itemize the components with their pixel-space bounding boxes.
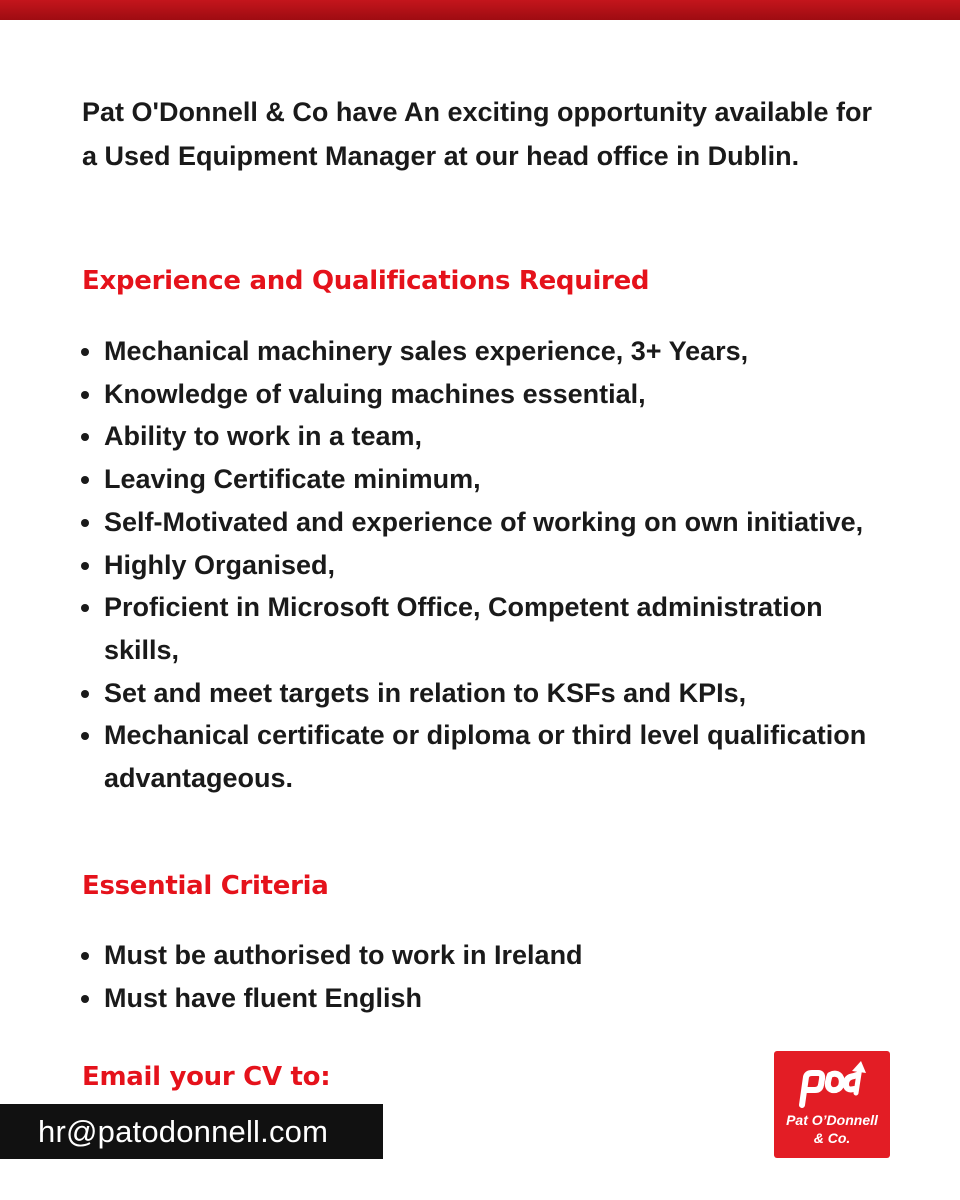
experience-list [104,330,884,800]
list-item: Mechanical certificate or diploma or third level qualification advantageous. [104,714,884,799]
company-logo [774,1051,890,1158]
list-item: Must have fluent English [104,977,884,1020]
list-item: Proficient in Microsoft Office, Competent administration skills, [104,586,884,671]
list-item: Must be authorised to work in Ireland [104,934,884,977]
top-accent-bar [0,0,960,20]
list-item: Ability to work in a team, [104,415,884,458]
essential-criteria-heading: Essential Criteria [82,871,329,901]
pod-mark-icon [794,1061,870,1109]
logo-line-1: Pat O’Donnell [786,1112,878,1128]
intro-paragraph: Pat O'Donnell & Co have An exciting opportunity available for a Used Equipment Manager at our head office in Dublin. [82,97,873,171]
list-item: Highly Organised, [104,544,884,587]
list-item: Set and meet targets in relation to KSFs and KPIs, [104,672,884,715]
logo-line-2: & Co. [813,1130,851,1146]
email-address[interactable]: hr@patodonnell.com [0,1104,383,1159]
list-item: Knowledge of valuing machines essential, [104,373,884,416]
list-item: Self-Motivated and experience of working on own initiative, [104,501,884,544]
list-item: Mechanical machinery sales experience, 3+ Years, [104,330,884,373]
experience-heading: Experience and Qualifications Required [82,266,650,296]
list-item: Leaving Certificate minimum, [104,458,884,501]
email-heading: Email your CV to: [82,1062,331,1092]
essential-criteria-list [104,934,884,1019]
